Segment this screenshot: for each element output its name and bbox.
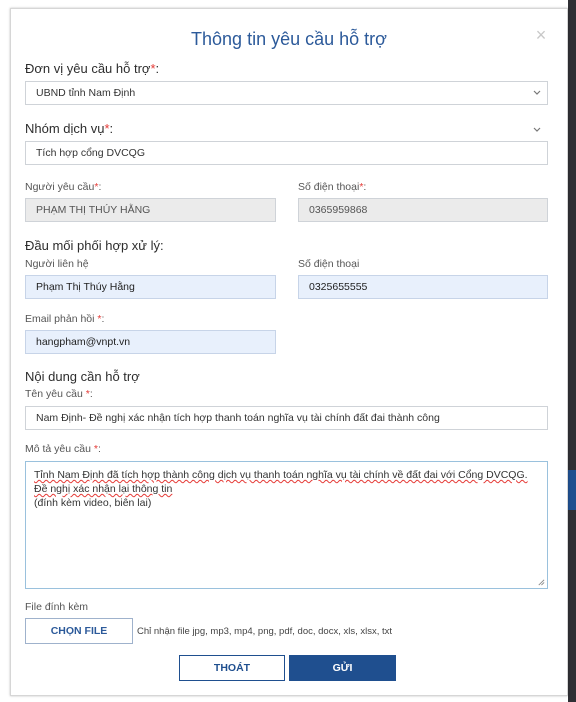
label-colon: :: [155, 61, 160, 76]
contact-phone-value: 0325655555: [309, 281, 368, 293]
unit-select[interactable]: [25, 81, 548, 105]
attachment-label: File đính kèm: [25, 601, 89, 613]
requester-phone-label: [298, 181, 366, 193]
description-textarea[interactable]: [25, 461, 548, 589]
choose-file-button[interactable]: CHỌN FILE: [25, 618, 133, 644]
label-colon: :: [89, 388, 93, 400]
unit-select-value: UBND tỉnh Nam Định: [36, 87, 136, 99]
chevron-down-icon[interactable]: [533, 127, 541, 133]
attachment-hint: Chỉ nhận file jpg, mp3, mp4, png, pdf, doc, docx, xls, xlsx, txt: [137, 626, 393, 637]
contact-phone-label: Số điện thoại: [298, 258, 360, 270]
send-button[interactable]: GỬI: [289, 655, 396, 681]
request-name-label: [25, 388, 93, 400]
requester-field: [25, 198, 276, 222]
requester-value: PHẠM THỊ THÚY HẰNG: [36, 204, 151, 216]
description-label: [25, 443, 101, 455]
requester-phone-value: 0365959868: [309, 204, 368, 216]
unit-label: [25, 61, 159, 76]
service-group-value: Tích hợp cổng DVCQG: [36, 147, 146, 159]
background-window-edge: [568, 0, 576, 702]
coordinator-section-title: Đầu mối phối hợp xử lý:: [25, 238, 164, 253]
requester-phone-field: [298, 198, 548, 222]
description-label-text: Mô tả yêu cầu: [25, 443, 91, 455]
contact-phone-field[interactable]: [298, 275, 548, 299]
required-marker: *: [90, 443, 98, 455]
required-marker: *: [94, 181, 99, 193]
content-section-title: Nội dung cần hỗ trợ: [25, 369, 140, 384]
unit-label-text: Đơn vị yêu cầu hỗ trợ: [25, 61, 151, 76]
service-group-label: [25, 121, 113, 136]
required-marker: *: [104, 121, 110, 136]
contact-label: Người liên hệ: [25, 258, 89, 270]
label-colon: :: [98, 181, 102, 193]
description-line: (đính kèm video, biên lai): [34, 497, 152, 509]
label-colon: :: [109, 121, 114, 136]
request-name-input[interactable]: [25, 406, 548, 430]
label-colon: :: [363, 181, 367, 193]
support-request-dialog: [10, 8, 568, 696]
email-label-text: Email phản hồi: [25, 313, 95, 325]
resize-grip-icon[interactable]: [537, 578, 545, 586]
required-marker: *: [82, 388, 90, 400]
request-name-label-text: Tên yêu cầu: [25, 388, 83, 400]
background-accent: [568, 470, 576, 510]
required-marker: *: [359, 181, 364, 193]
close-icon[interactable]: ×: [535, 25, 547, 45]
service-group-select[interactable]: [25, 141, 548, 165]
requester-label-text: Người yêu cầu: [25, 181, 95, 193]
description-line: Đề nghị xác nhận lại thông tin: [34, 483, 173, 495]
request-name-value: Nam Định- Đề nghị xác nhận tích hợp thanh toán nghĩa vụ tài chính đất đai thành công: [36, 412, 440, 424]
label-colon: :: [101, 313, 105, 325]
chevron-down-icon[interactable]: [533, 90, 541, 96]
dialog-title: Thông tin yêu cầu hỗ trợ: [191, 29, 387, 49]
description-line: Tỉnh Nam Định đã tích hợp thành công dịch vụ thanh toán nghĩa vụ tài chính về đất đai với Cổng DVCQG.: [34, 469, 528, 481]
label-colon: :: [97, 443, 101, 455]
email-field[interactable]: [25, 330, 276, 354]
required-marker: *: [150, 61, 156, 76]
contact-value: Phạm Thị Thúy Hằng: [36, 281, 135, 293]
contact-field[interactable]: [25, 275, 276, 299]
required-marker: *: [94, 313, 102, 325]
requester-phone-label-text: Số điện thoại: [298, 181, 360, 193]
email-value: hangpham@vnpt.vn: [36, 336, 131, 348]
requester-label: [25, 181, 101, 193]
email-label: [25, 313, 104, 325]
service-group-label-text: Nhóm dịch vụ: [25, 121, 105, 136]
exit-button[interactable]: THOÁT: [179, 655, 285, 681]
